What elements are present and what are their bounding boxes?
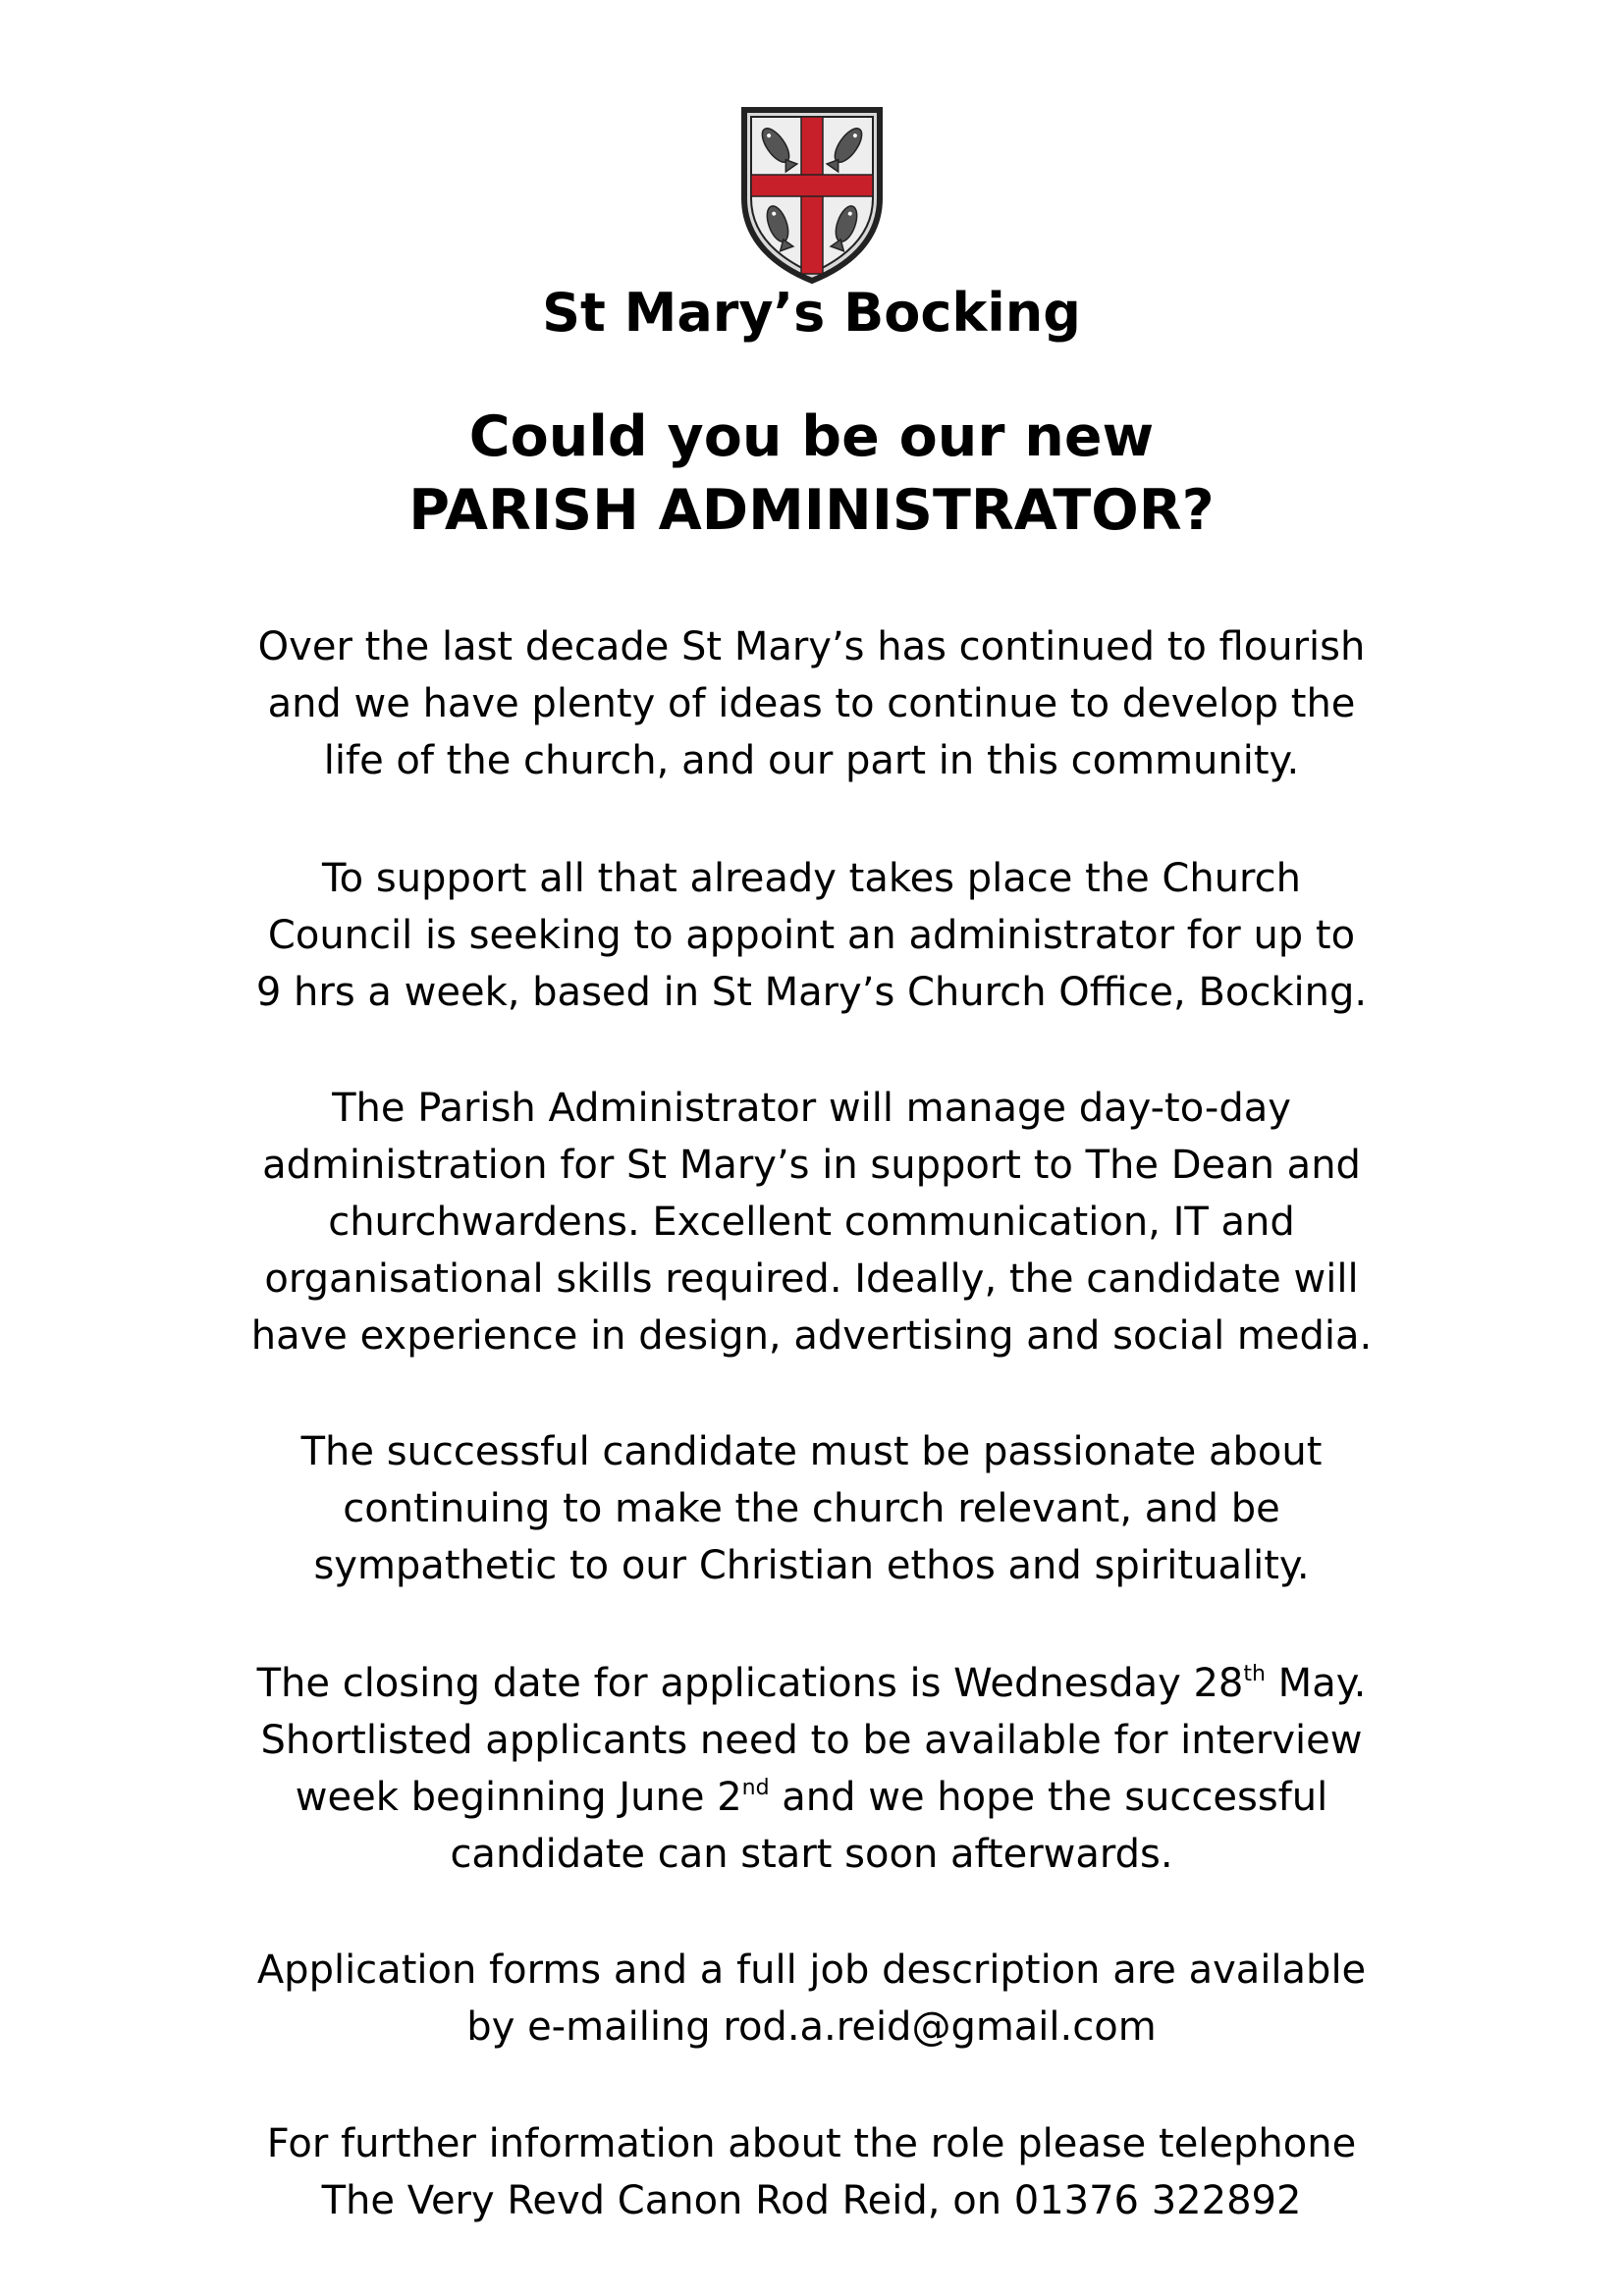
- headline-line-1: Could you be our new: [468, 404, 1155, 469]
- role-paragraph: [196, 1080, 1427, 1364]
- closing-date-text: The closing date for applications is Wednesday 28: [256, 1661, 1244, 1706]
- headline-line-2: PARISH ADMINISTRATOR?: [408, 478, 1215, 543]
- job-headline: [0, 400, 1623, 548]
- start-line: candidate can start soon afterwards.: [450, 1832, 1173, 1877]
- role-line-3: churchwardens. Excellent communication, IT and: [328, 1200, 1295, 1245]
- intro-line-3: life of the church, and our part in this community.: [323, 738, 1300, 783]
- contact-paragraph: [196, 2115, 1427, 2229]
- intro-line-1: Over the last decade St Mary’s has continued to flourish: [257, 624, 1366, 669]
- role-line-5: have experience in design, advertising and social media.: [250, 1313, 1373, 1359]
- application-email-line: by e-mailing rod.a.reid@gmail.com: [466, 2004, 1157, 2050]
- candidate-line-2: continuing to make the church relevant, and be: [343, 1486, 1280, 1531]
- dates-paragraph: [196, 1655, 1427, 1883]
- role-line-1: The Parish Administrator will manage day-to-day: [332, 1086, 1291, 1131]
- crest-cross-horizontal: [751, 175, 873, 196]
- shortlist-line: Shortlisted applicants need to be available for interview: [260, 1718, 1363, 1763]
- application-line-1: Application forms and a full job description are available: [256, 1948, 1367, 1993]
- interview-week-end: and we hope the successful: [769, 1775, 1328, 1820]
- intro-paragraph: [196, 618, 1427, 789]
- parish-crest-icon: [738, 104, 886, 285]
- role-line-4: organisational skills required. Ideally, the candidate will: [264, 1256, 1359, 1302]
- support-line-3: 9 hrs a week, based in St Mary’s Church Office, Bocking.: [255, 970, 1368, 1015]
- intro-line-2: and we have plenty of ideas to continue to develop the: [267, 681, 1356, 726]
- interview-week-line: [196, 1769, 1427, 1826]
- support-paragraph: [196, 850, 1427, 1021]
- contact-phone-line: The Very Revd Canon Rod Reid, on 01376 322892: [321, 2178, 1302, 2223]
- contact-line-1: For further information about the role please telephone: [266, 2121, 1357, 2166]
- support-line-2: Council is seeking to appoint an administrator for up to: [267, 913, 1356, 958]
- candidate-line-1: The successful candidate must be passionate about: [300, 1429, 1323, 1474]
- application-paragraph: [196, 1942, 1427, 2056]
- interview-week-text: week beginning June 2: [295, 1775, 742, 1820]
- parish-title: St Mary’s Bocking: [542, 282, 1081, 344]
- candidate-paragraph: [196, 1423, 1427, 1594]
- closing-date-line: [196, 1655, 1427, 1712]
- role-line-2: administration for St Mary’s in support to The Dean and: [262, 1143, 1361, 1188]
- interview-week-ordinal: nd: [741, 1776, 770, 1800]
- closing-date-ordinal: th: [1243, 1662, 1266, 1686]
- candidate-line-3: sympathetic to our Christian ethos and spirituality.: [313, 1543, 1310, 1588]
- support-line-1: To support all that already takes place the Church: [322, 856, 1301, 901]
- closing-date-month: May.: [1265, 1661, 1367, 1706]
